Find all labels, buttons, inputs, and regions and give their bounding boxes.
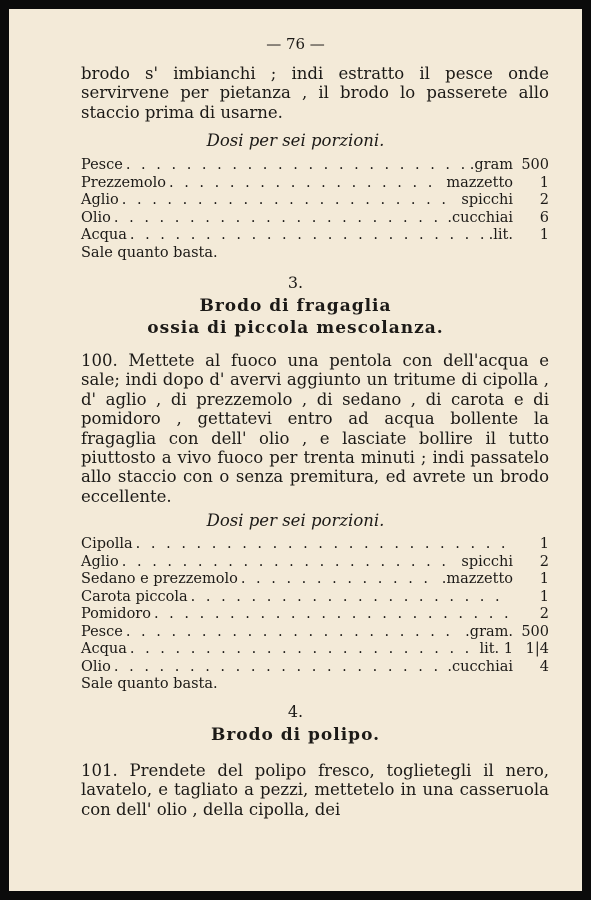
ingredient-unit: mazzetto — [446, 174, 513, 191]
ingredient-unit: .gram — [469, 157, 513, 173]
section-title-4: Brodo di polipo. — [210, 725, 381, 745]
ingredient-row — [81, 659, 549, 677]
ingredient-unit: .cucchiai — [447, 658, 513, 675]
ingredient-qty: 500 — [521, 623, 549, 640]
ingredient-unit: .gram. — [465, 623, 513, 640]
sale-line: Sale quanto basta. — [81, 676, 218, 692]
ingredient-qty: 4 — [539, 658, 549, 675]
ingredient-unit: spicchi — [461, 553, 513, 570]
sale-line: Sale quanto basta. — [81, 244, 218, 261]
ingredient-name: Acqua — [81, 641, 127, 657]
intro-paragraph: brodo s' imbianchi ; indi estratto il pesce onde servirvene per pietanza , il brodo lo passerete allo staccio prima di usarne. — [81, 64, 549, 122]
ingredient-row — [81, 175, 549, 193]
ingredient-qty: 1 — [539, 174, 549, 191]
section-number-3: 3. — [287, 273, 304, 292]
ingredient-name: Olio — [81, 209, 111, 226]
ingredient-qty: 1|4 — [525, 641, 549, 657]
ingredient-name: Olio — [81, 658, 111, 675]
ingredient-name: Pomidoro — [81, 606, 151, 622]
ingredient-qty: 1 — [539, 588, 549, 605]
ingredient-row — [81, 624, 549, 642]
ingredient-qty: 6 — [539, 209, 549, 226]
ingredient-name: Aglio — [81, 553, 119, 570]
ingredient-qty: 2 — [539, 553, 549, 570]
page-number: — 76 — — [266, 35, 325, 53]
ingredient-name: Acqua — [81, 227, 127, 243]
ingredient-name: Pesce — [81, 157, 123, 173]
book-page — [9, 9, 582, 891]
ingredient-name: Pesce — [81, 623, 123, 640]
ingredient-unit: lit. 1 — [479, 641, 513, 657]
ingredient-qty: 500 — [521, 157, 549, 173]
ingredient-qty: 1 — [539, 571, 549, 587]
ingredient-row — [81, 536, 549, 554]
ingredient-row — [81, 157, 549, 175]
ingredient-name: Cipolla — [81, 536, 133, 552]
ingredient-row — [81, 192, 549, 210]
ingredient-name: Carota piccola — [81, 588, 188, 605]
section3-paragraph: 100. Mettete al fuoco una pentola con dell'acqua e sale; indi dopo d' avervi aggiunto un tritume di cipolla , d' aglio , di prezzemolo , di sedano , di carota e di pomidoro , gettatevi entro ad acqua bollente la fragaglia con dell' olio , e lasciate bollire il tutto piuttosto a vivo fuoco per trenta minuti ; indi passatelo allo staccio con o senza premitura, ed avrete un brodo eccellente. — [81, 351, 549, 506]
section-subtitle-3: ossia di piccola mescolanza. — [147, 318, 444, 338]
ingredient-unit: .cucchiai — [447, 209, 513, 226]
ingredient-row — [81, 571, 549, 589]
section-title-3: Brodo di fragaglia — [199, 296, 392, 316]
dosi-heading-b: Dosi per sei porzioni. — [206, 511, 385, 530]
section4-paragraph: 101. Prendete del polipo fresco, toglietegli il nero, lavatelo, e tagliato a pezzi, mettetelo in una casseruola con dell' olio , della cipolla, dei — [81, 761, 549, 819]
ingredient-qty: 2 — [539, 192, 549, 208]
ingredient-row — [81, 554, 549, 572]
section-number-4: 4. — [287, 702, 304, 721]
ingredient-qty: 1 — [539, 227, 549, 243]
ingredient-qty: 2 — [539, 606, 549, 622]
ingredient-name: Sedano e prezzemolo — [81, 571, 238, 587]
ingredient-row — [81, 589, 549, 607]
ingredient-qty: 1 — [539, 536, 549, 552]
ingredient-row — [81, 227, 549, 245]
ingredient-list-b — [81, 536, 549, 694]
ingredient-name: Prezzemolo — [81, 174, 166, 191]
ingredient-row — [81, 210, 549, 228]
ingredient-row — [81, 606, 549, 624]
ingredient-unit: .lit. — [488, 227, 513, 243]
ingredient-name: Aglio — [81, 192, 119, 208]
ingredient-unit: .mazzetto — [441, 571, 513, 587]
dosi-heading-a: Dosi per sei porzioni. — [206, 131, 385, 150]
ingredient-unit: spicchi — [461, 192, 513, 208]
ingredient-row — [81, 641, 549, 659]
ingredient-list-a — [81, 157, 549, 262]
